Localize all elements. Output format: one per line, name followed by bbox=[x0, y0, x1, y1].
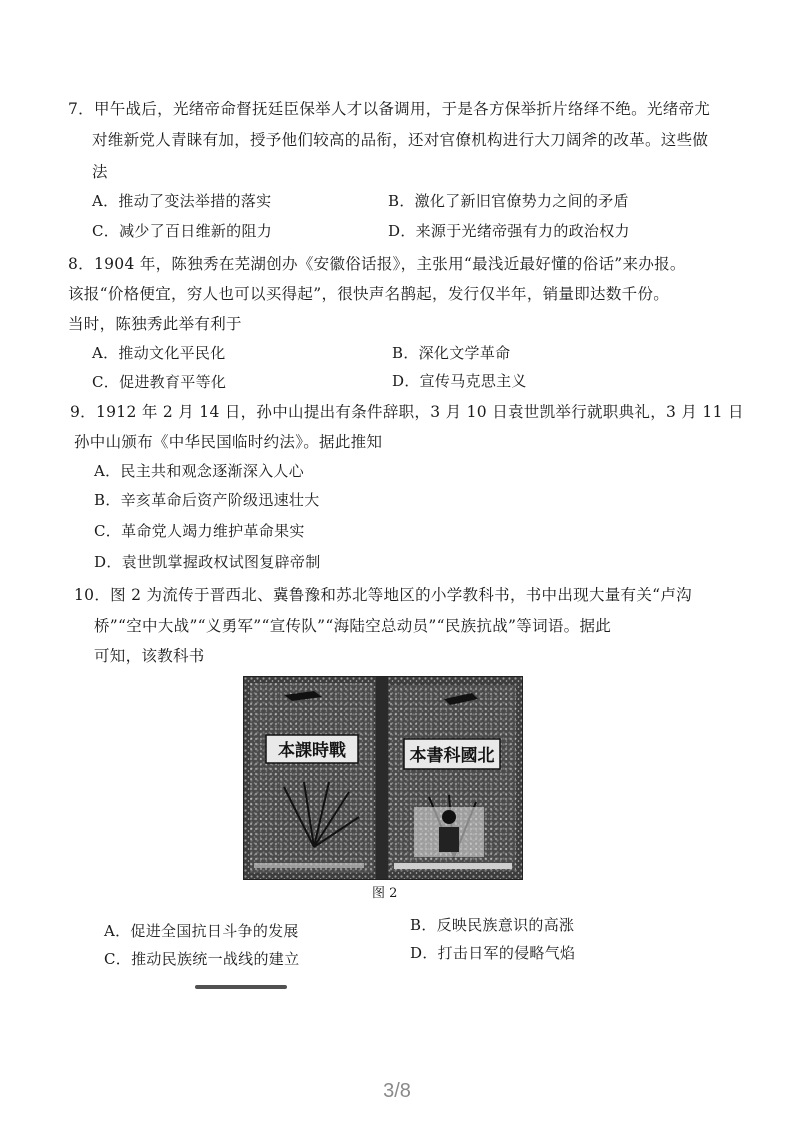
textbook-cover-illustration bbox=[244, 677, 522, 879]
q7-option-a: A．推动了变法举措的落实 bbox=[92, 192, 272, 210]
q9-option-d: D．袁世凯掌握政权试图复辟帝制 bbox=[94, 553, 321, 571]
q9-option-a: A．民主共和观念逐渐深入人心 bbox=[94, 462, 305, 480]
q10-stem-line1: 10．图 2 为流传于晋西北、冀鲁豫和苏北等地区的小学教科书，书中出现大量有关“卢沟 bbox=[74, 586, 692, 604]
textbook-cover-photo bbox=[243, 676, 523, 880]
q8-option-c: C．促进教育平等化 bbox=[92, 373, 227, 391]
q7-option-b: B．激化了新旧官僚势力之间的矛盾 bbox=[388, 192, 629, 210]
q9-stem-line1: 9．1912 年 2 月 14 日，孙中山提出有条件辞职，3 月 10 日袁世凯举行就职典礼，3 月 11 日 bbox=[70, 403, 744, 421]
page-indicator: 3/8 bbox=[383, 1080, 411, 1102]
q8-stem-line1: 8．1904 年，陈独秀在芜湖创办《安徽俗话报》，主张用“最浅近最好懂的俗话”来办报。 bbox=[68, 255, 686, 273]
right-cover-title: 本書科國北 bbox=[409, 746, 495, 766]
q10-option-d: D．打击日军的侵略气焰 bbox=[410, 944, 576, 962]
q9-option-b: B．辛亥革命后资产阶级迅速壮大 bbox=[94, 491, 320, 509]
q8-option-a: A．推动文化平民化 bbox=[92, 344, 226, 362]
ink-smudge bbox=[195, 985, 287, 989]
q9-option-c: C．革命党人竭力维护革命果实 bbox=[94, 522, 305, 540]
q8-stem-line3: 当时，陈独秀此举有利于 bbox=[68, 315, 242, 333]
q7-option-d: D．来源于光绪帝强有力的政治权力 bbox=[388, 222, 630, 240]
q10-option-a: A．促进全国抗日斗争的发展 bbox=[104, 922, 299, 940]
q10-option-c: C．推动民族统一战线的建立 bbox=[104, 950, 300, 968]
q8-option-d: D．宣传马克思主义 bbox=[392, 372, 527, 390]
q8-option-b: B．深化文学革命 bbox=[392, 344, 511, 362]
q10-stem-line3: 可知，该教科书 bbox=[94, 647, 205, 665]
q7-option-c: C．减少了百日维新的阻力 bbox=[92, 222, 273, 240]
q8-stem-line2: 该报“价格便宜，穷人也可以买得起”，很快声名鹊起，发行仅半年，销量即达数千份。 bbox=[68, 285, 670, 303]
q10-option-b: B．反映民族意识的高涨 bbox=[410, 916, 575, 934]
q9-stem-line2: 孙中山颁布《中华民国临时约法》。据此推知 bbox=[74, 433, 383, 451]
left-cover-title: 本課時戰 bbox=[278, 741, 346, 761]
q10-stem-line2: 桥”“空中大战”“义勇军”“宣传队”“海陆空总动员”“民族抗战”等词语。据此 bbox=[94, 617, 612, 635]
q7-stem-line2: 对维新党人青睐有加，授予他们较高的品衔，还对官僚机构进行大刀阔斧的改革。这些做 bbox=[92, 131, 709, 149]
q7-stem-line3: 法 bbox=[92, 163, 108, 181]
q7-stem-line1: 7．甲午战后，光绪帝命督抚廷臣保举人才以备调用，于是各方保举折片络绎不绝。光绪帝尤 bbox=[68, 100, 711, 118]
figure-caption: 图 2 bbox=[372, 886, 398, 901]
